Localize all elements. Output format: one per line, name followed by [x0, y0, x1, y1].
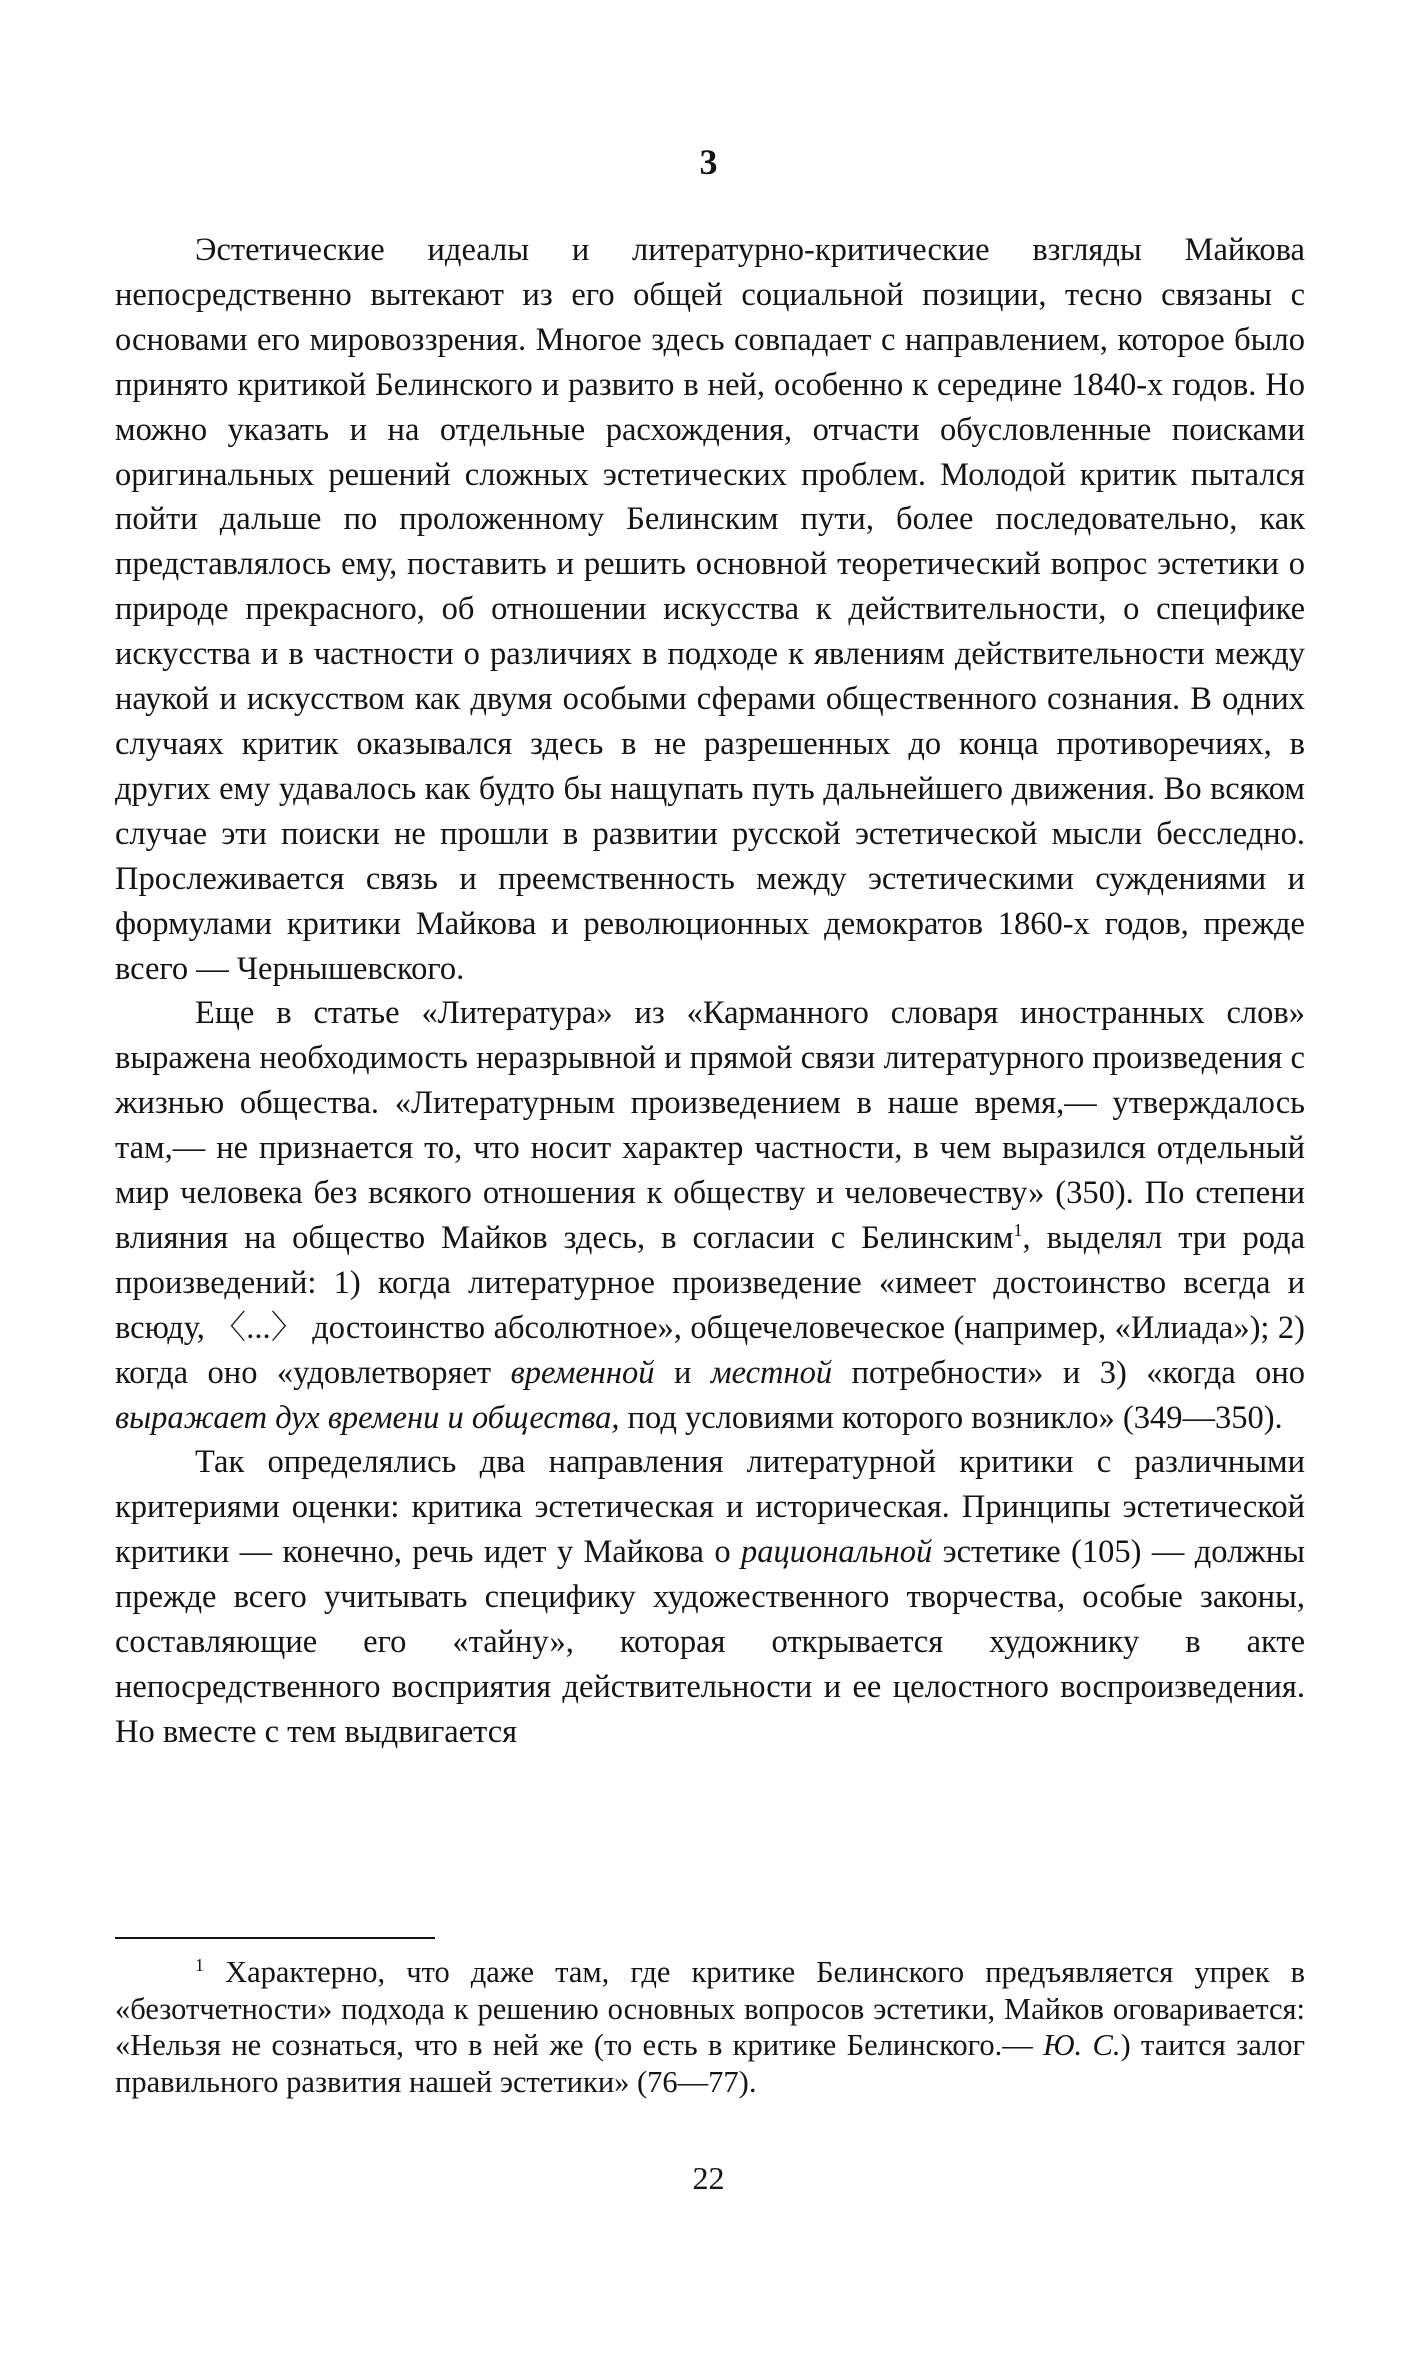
text-segment: Характерно, что даже там, где критике Белинского предъявляется упрек в «безотчетности» подхода к решению основных вопросов эстетики, Майков оговаривается: «Нельзя не сознаться, что в ней же (то есть в критике Белинского.—	[115, 1955, 1305, 2063]
text-segment: эстетике (105) — должны прежде всего учитывать специфику художественного творчества, особые законы, составляющие его «тайну», которая открывается художнику в акте непосредственного восприятия действительности и ее целостного воспроизведения. Но вместе с тем выдвигается	[115, 1534, 1305, 1750]
footnote-reference: 1	[1013, 1220, 1023, 1241]
italic-segment: местной	[710, 1354, 833, 1391]
paragraph-3	[115, 1440, 1305, 1754]
text-segment: потребности» и 3) «когда оно	[832, 1354, 1306, 1391]
paragraph-2	[115, 991, 1305, 1440]
footnote-divider	[115, 1937, 435, 1939]
footnote-marker: 1	[195, 1954, 204, 1975]
page-number: 22	[692, 2160, 725, 2196]
text-segment: и	[654, 1354, 711, 1391]
text-segment: , выделял три рода произведений: 1) когда литературное произведение «имеет достоинство всегда и всюду, 〈...〉 достоинство абсолютное», общечеловеческое (например, «Илиада»); 2) когда оно «удовлетворяет	[115, 1219, 1305, 1391]
text-segment: Эстетические идеалы и литературно-критические взгляды Майкова непосредственно вытекают из его общей социальной позиции, тесно связаны с основами его мировоззрения. Многое здесь совпадает с направлением, которое было принято критикой Белинского и развито в ней, особенно к середине 1840-х годов. Но можно указать и на отдельные расхождения, отчасти обусловленные поисками оригинальных решений сложных эстетических проблем. Молодой критик пытался пойти дальше по проложенному Белинским пути, более последовательно, как представлялось ему, поставить и решить основной теоретический вопрос эстетики о природе прекрасного, об отношении искусства к действительности, о специфике искусства и в частности о различиях в подходе к явлениям действительности между наукой и искусством как двумя особыми сферами общественного сознания. В одних случаях критик оказывался здесь в не разрешенных до конца противоречиях, в других ему удавалось как будто бы нащупать путь дальнейшего движения. Во всяком случае эти поиски не прошли в развитии русской эстетической мысли бесследно. Прослеживается связь и преемственность между эстетическими суждениями и формулами критики Майкова и революционных демократов 1860-х годов, прежде всего — Чернышевского.	[115, 232, 1305, 987]
text-segment: под условиями которого возникло» (349—350).	[619, 1399, 1283, 1436]
paragraph-1	[115, 228, 1305, 991]
text-segment: Еще в статье «Литература» из «Карманного словаря иностранных слов» выражена необходимость неразрывной и прямой связи литературного произведения с жизнью общества. «Литературным произведением в наше время,— утверждалось там,— не признается то, что носит характер частности, в чем выразился отдельный мир человека без всякого отношения к обществу и человечеству» (350). По степени влияния на общество Майков здесь, в согласии с Белинским	[115, 995, 1305, 1256]
footnote	[115, 1954, 1305, 2101]
italic-segment: временной	[510, 1354, 655, 1391]
italic-segment: выражает дух времени и общества,	[115, 1399, 620, 1436]
body-text	[115, 228, 1305, 1755]
text-segment: ) таится залог правильного развития нашей эстетики» (76—77).	[115, 2028, 1305, 2100]
italic-segment: рациональной	[741, 1534, 933, 1571]
italic-segment: Ю. С.	[1043, 2028, 1121, 2063]
text-segment: Так определялись два направления литературной критики с различными критериями оценки: критика эстетическая и историческая. Принципы эстетической критики — конечно, речь идет у Майкова о	[115, 1444, 1305, 1571]
section-number: 3	[699, 142, 718, 182]
